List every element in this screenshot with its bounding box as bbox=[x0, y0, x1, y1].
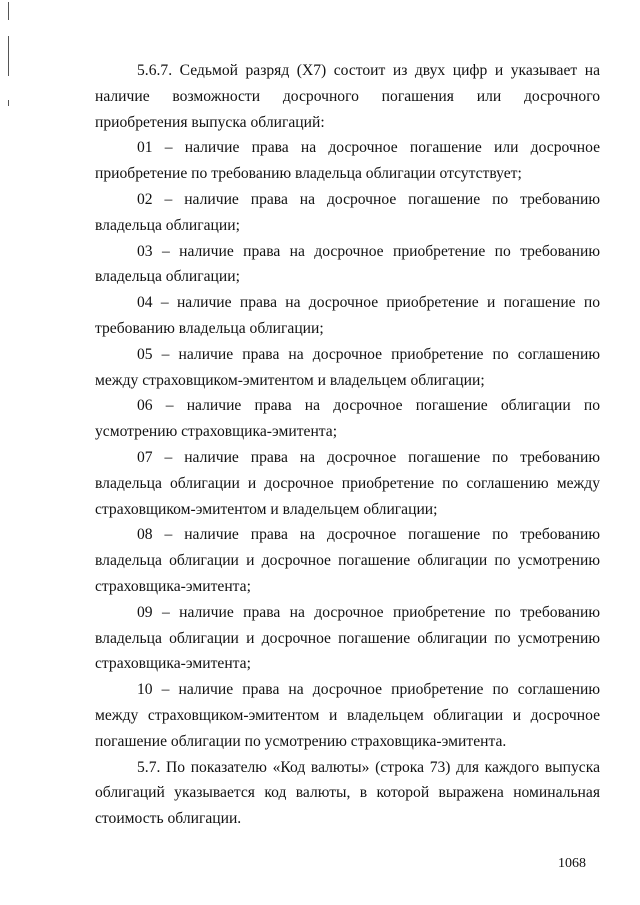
list-item-09: 09 – наличие права на досрочное приобретение по требованию владельца облигации и досрочное погашение облигации по усмотрению страховщика-эмитента; bbox=[95, 603, 600, 673]
list-item-03: 03 – наличие права на досрочное приобретение по требованию владельца облигации; bbox=[95, 242, 600, 286]
scan-margin-mark bbox=[8, 2, 9, 20]
list-item-01: 01 – наличие права на досрочное погашение или досрочное приобретение по требованию владельца облигации отсутствует; bbox=[95, 139, 600, 183]
list-item-10: 10 – наличие права на досрочное приобретение по соглашению между страховщиком-эмитентом и владельцем облигации и досрочное погашение облигации по усмотрению страховщика-эмитента. bbox=[95, 681, 600, 750]
scan-margin-mark bbox=[8, 100, 9, 106]
list-item-06: 06 – наличие права на досрочное погашение облигации по усмотрению страховщика-эмитента; bbox=[95, 397, 600, 441]
page-number: 1068 bbox=[558, 856, 586, 871]
scan-margin-mark bbox=[8, 36, 9, 76]
section-paragraph-5-6-7: 5.6.7. Седьмой разряд (X7) состоит из двух цифр и указывает на наличие возможности досрочного погашения или досрочного приобретения выпуска облигаций: bbox=[95, 62, 600, 131]
list-item-07: 07 – наличие права на досрочное погашение по требованию владельца облигации и досрочное приобретение по соглашению между страховщиком-эмитентом и владельцем облигации; bbox=[95, 448, 600, 518]
list-item-02: 02 – наличие права на досрочное погашение по требованию владельца облигации; bbox=[95, 190, 600, 234]
list-item-04: 04 – наличие права на досрочное приобретение и погашение по требованию владельца облигации; bbox=[95, 294, 600, 337]
section-paragraph-5-7: 5.7. По показателю «Код валюты» (строка 73) для каждого выпуска облигаций указывается код валюты, в которой выражена номинальная стоимость облигации. bbox=[95, 758, 600, 828]
document-body bbox=[95, 58, 600, 832]
list-item-08: 08 – наличие права на досрочное погашение по требованию владельца облигации и досрочное погашение облигации по усмотрению страховщика-эмитента; bbox=[95, 526, 600, 595]
list-item-05: 05 – наличие права на досрочное приобретение по соглашению между страховщиком-эмитентом и владельцем облигации; bbox=[95, 345, 600, 389]
